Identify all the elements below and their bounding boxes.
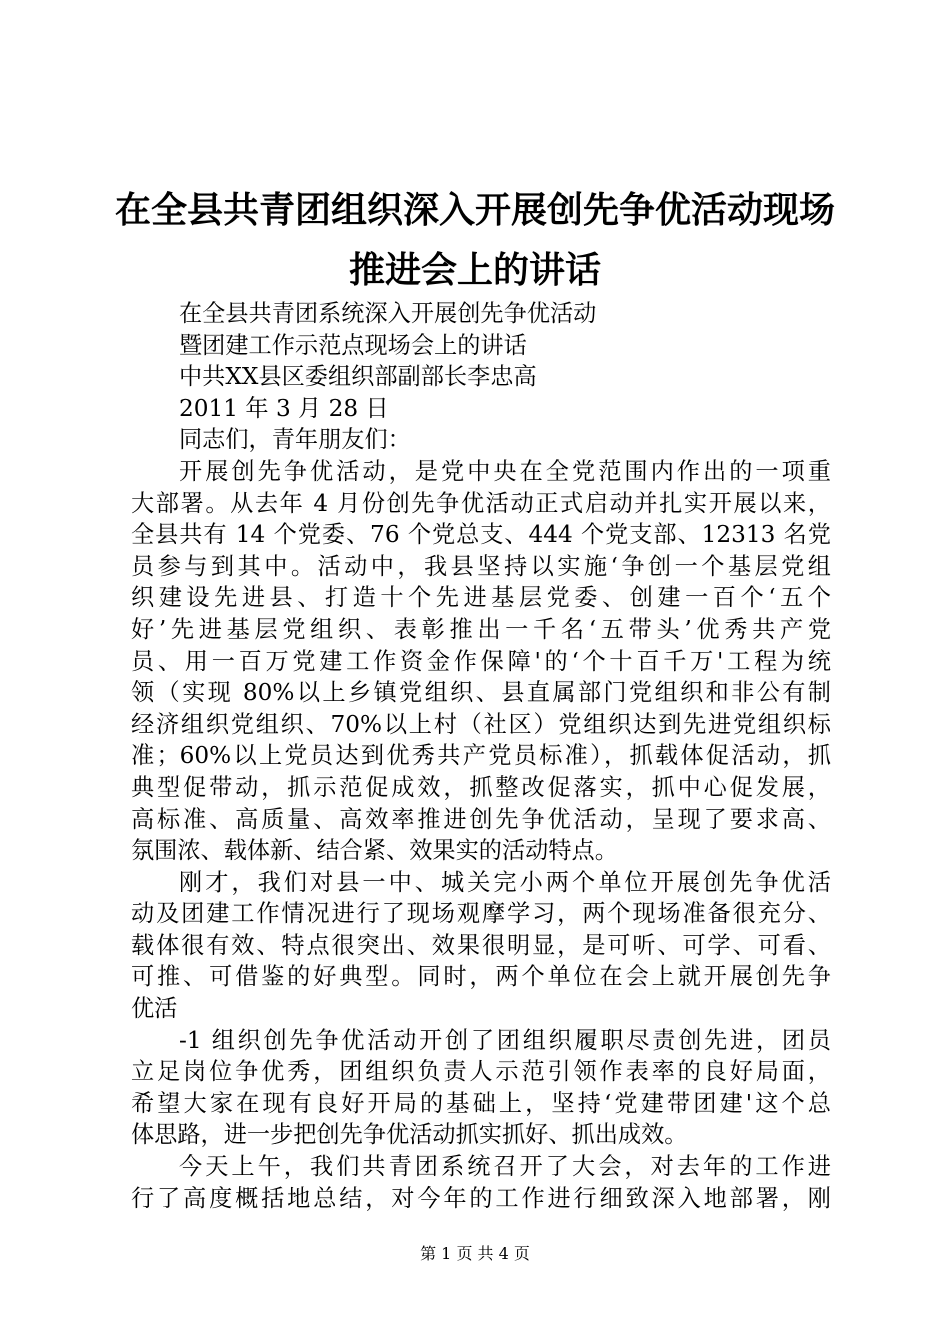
paragraph-line: 准；60%以上党员达到优秀共产党员标准），抓载体促活动，抓 bbox=[131, 742, 831, 770]
paragraph-2 bbox=[131, 867, 831, 1025]
paragraph-line: 希望大家在现有良好开局的基础上，坚持‘党建带团建'这个总 bbox=[131, 1089, 831, 1117]
document-title-line-1: 在全县共青团组织深入开展创先争优活动现场 bbox=[114, 189, 835, 231]
paragraph-line: 开展创先争优活动，是党中央在全党范围内作出的一项重 bbox=[179, 457, 831, 485]
header-line: 2011 年 3 月 28 日 bbox=[179, 394, 389, 422]
header-line: 中共XX县区委组织部副部长李忠高 bbox=[179, 363, 537, 391]
paragraph-4 bbox=[131, 1151, 831, 1214]
document-title-line-2: 推进会上的讲话 bbox=[348, 249, 601, 291]
paragraph-line: 大部署。从去年 4 月份创先争优活动正式启动并扎实开展以来， bbox=[131, 489, 831, 517]
paragraph-line: 载体很有效、特点很突出、效果很明显，是可听、可学、可看、 bbox=[131, 931, 831, 959]
paragraph-line: 行了高度概括地总结，对今年的工作进行细致深入地部署，刚 bbox=[131, 1184, 831, 1212]
paragraph-line: 体思路，进一步把创先争优活动抓实抓好、抓出成效。 bbox=[131, 1121, 688, 1149]
paragraph-1 bbox=[131, 456, 831, 867]
header-line: 在全县共青团系统深入开展创先争优活动 bbox=[179, 300, 597, 327]
document-body bbox=[131, 298, 831, 1214]
paragraph-line: 领（实现 80%以上乡镇党组织、县直属部门党组织和非公有制 bbox=[131, 679, 831, 707]
paragraph-line: -1 组织创先争优活动开创了团组织履职尽责创先进，团员 bbox=[179, 1026, 831, 1054]
paragraph-line: 全县共有 14 个党委、76 个党总支、444 个党支部、12313 名党 bbox=[131, 521, 831, 549]
paragraph-line: 刚才，我们对县一中、城关完小两个单位开展创先争优活 bbox=[179, 868, 831, 896]
paragraph-line: 立足岗位争优秀，团组织负责人示范引领作表率的良好局面， bbox=[131, 1058, 831, 1086]
header-line: 暨团建工作示范点现场会上的讲话 bbox=[179, 331, 527, 359]
paragraph-line: 典型促带动，抓示范促成效，抓整改促落实，抓中心促发展， bbox=[131, 773, 831, 801]
header-block bbox=[131, 298, 831, 456]
paragraph-line: 优活 bbox=[131, 995, 178, 1023]
paragraph-line: 可推、可借鉴的好典型。同时，两个单位在会上就开展创先争 bbox=[131, 963, 831, 991]
paragraph-line: 员、用一百万党建工作资金作保障'的‘个十百千万'工程为统 bbox=[131, 647, 831, 675]
paragraph-line: 员参与到其中。活动中，我县坚持以实施‘争创一个基层党组 bbox=[131, 552, 831, 580]
paragraph-line: 织建设先进县、打造十个先进基层党委、创建一百个‘五个 bbox=[131, 584, 831, 612]
paragraph-line: 经济组织党组织、70%以上村（社区）党组织达到先进党组织标 bbox=[131, 710, 831, 738]
salutation: 同志们，青年朋友们： bbox=[179, 426, 411, 454]
paragraph-line: 高标准、高质量、高效率推进创先争优活动，呈现了要求高、 bbox=[131, 805, 831, 833]
paragraph-line: 今天上午，我们共青团系统召开了大会，对去年的工作进 bbox=[179, 1153, 831, 1181]
paragraph-3 bbox=[131, 1025, 831, 1151]
page-number: 第 1 页 共 4 页 bbox=[420, 1244, 530, 1263]
paragraph-line: 好’先进基层党组织、表彰推出一千名‘五带头’优秀共产党 bbox=[131, 615, 831, 643]
paragraph-line: 动及团建工作情况进行了现场观摩学习，两个现场准备很充分、 bbox=[131, 900, 831, 928]
paragraph-line: 氛围浓、载体新、结合紧、效果实的活动特点。 bbox=[131, 837, 618, 865]
